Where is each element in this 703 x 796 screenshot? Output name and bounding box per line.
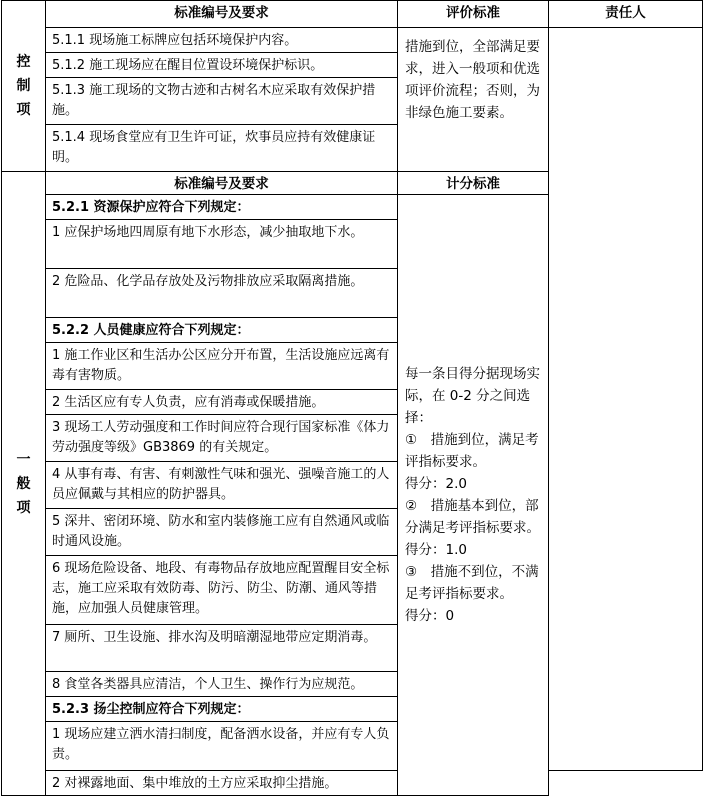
responsible-cell — [549, 28, 703, 771]
general-scoring-cell — [398, 195, 549, 796]
control-category-char-2: 制 — [16, 78, 31, 94]
general-category-char-1: 一 — [16, 451, 31, 468]
general-item: 5.2.1 资源保护应符合下列规定： — [46, 195, 398, 220]
control-requirement-header: 标准编号及要求 — [46, 1, 398, 28]
control-item-5-1-4: 5.1.4 现场食堂应有卫生许可证，炊事员应持有效健康证明。 — [46, 125, 398, 172]
control-category-cell — [2, 1, 46, 172]
general-item: 1 现场应建立洒水清扫制度，配备洒水设备，并应有专人负责。 — [46, 722, 398, 771]
scoring-line-intro: 每一条目得分据现场实际，在 0-2 分之间选择： — [405, 366, 540, 426]
control-item-5-1-3: 5.1.3 施工现场的文物古迹和古树名木应采取有效保护措施。 — [46, 78, 398, 125]
general-item-row — [2, 771, 703, 796]
general-item: 3 现场工人劳动强度和工作时间应符合现行国家标准《体力劳动强度等级》GB3869 的有关规定。 — [46, 415, 398, 462]
general-item: 5.2.2 人员健康应符合下列规定： — [46, 318, 398, 343]
general-item: 2 危险品、化学品存放处及污物排放应采取隔离措施。 — [46, 269, 398, 318]
scoring-line-none-score: 得分：0 — [405, 608, 455, 624]
general-requirement-header: 标准编号及要求 — [46, 172, 398, 195]
general-item: 5.2.3 扬尘控制应符合下列规定： — [46, 697, 398, 722]
control-category-char-1: 控 — [16, 54, 31, 70]
general-category-char-2: 般 — [16, 475, 31, 492]
general-item: 6 现场危险设备、地段、有毒物品存放地应配置醒目安全标志，施工应采取有效防毒、防污、防尘、防潮、通风等措施，应加强人员健康管理。 — [46, 556, 398, 625]
general-item: 5 深井、密闭环境、防水和室内装修施工应有自然通风或临时通风设施。 — [46, 509, 398, 556]
control-category-char-3: 项 — [16, 102, 31, 118]
general-item: 4 从事有毒、有害、有刺激性气味和强光、强噪音施工的人员应佩戴与其相应的防护器具。 — [46, 462, 398, 509]
general-item: 2 对裸露地面、集中堆放的土方应采取抑尘措施。 — [46, 771, 398, 796]
general-scoring-header: 计分标准 — [398, 172, 549, 195]
general-category-char-3: 项 — [16, 499, 31, 516]
responsible-header: 责任人 — [549, 1, 703, 28]
control-header-row — [2, 1, 703, 28]
scoring-line-full: ① 措施到位，满足考评指标要求。 — [405, 432, 539, 470]
evaluation-table — [1, 0, 703, 796]
control-item-5-1-1: 5.1.1 现场施工标牌应包括环境保护内容。 — [46, 28, 398, 53]
control-criteria-text: 措施到位，全部满足要求，进入一般项和优选项评价流程；否则，为非绿色施工要素。 — [398, 28, 549, 172]
general-item: 8 食堂各类器具应清洁，个人卫生、操作行为应规范。 — [46, 672, 398, 697]
scoring-line-full-score: 得分：2.0 — [405, 476, 467, 492]
scoring-line-none: ③ 措施不到位，不满足考评指标要求。 — [405, 564, 539, 602]
control-criteria-header: 评价标准 — [398, 1, 549, 28]
general-category-cell — [2, 172, 46, 796]
general-item: 1 施工作业区和生活办公区应分开布置，生活设施应远离有毒有害物质。 — [46, 343, 398, 390]
general-item: 2 生活区应有专人负责，应有消毒或保暖措施。 — [46, 390, 398, 415]
scoring-line-partial: ② 措施基本到位，部分满足考评指标要求。得分：1.0 — [405, 498, 540, 558]
control-item-row — [2, 28, 703, 53]
general-item: 1 应保护场地四周原有地下水形态，减少抽取地下水。 — [46, 220, 398, 269]
control-item-5-1-2: 5.1.2 施工现场应在醒目位置设环境保护标识。 — [46, 53, 398, 78]
general-item: 7 厕所、卫生设施、排水沟及明暗潮湿地带应定期消毒。 — [46, 625, 398, 672]
